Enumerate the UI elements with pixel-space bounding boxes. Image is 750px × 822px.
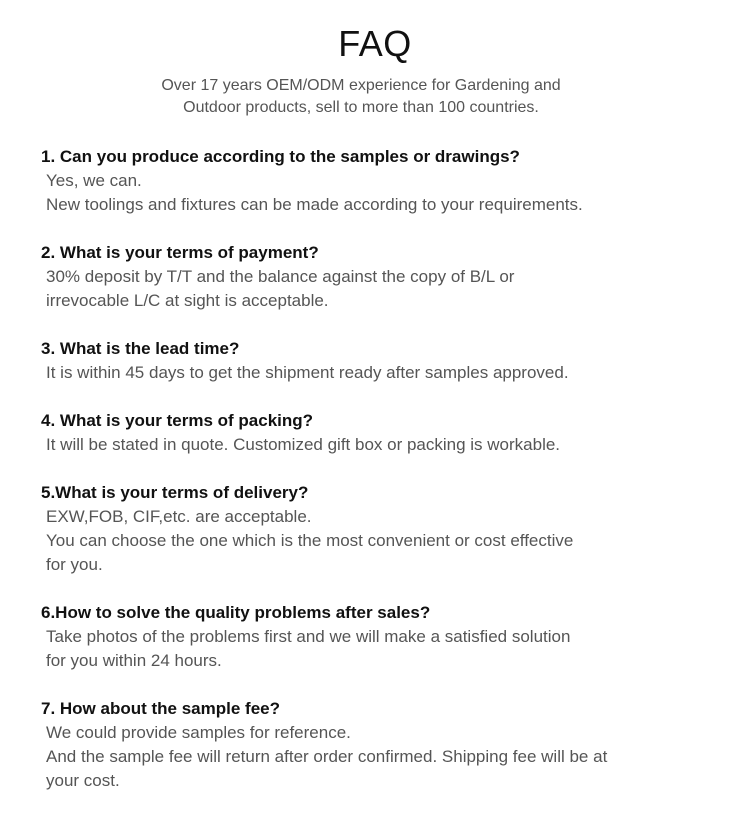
- faq-question: 5.What is your terms of delivery?: [41, 483, 309, 502]
- faq-question: 1. Can you produce according to the samples or drawings?: [41, 147, 520, 166]
- faq-item-4: [41, 409, 701, 457]
- faq-answer-line: EXW,FOB, CIF,etc. are acceptable.: [46, 507, 312, 526]
- faq-answer-line: We could provide samples for reference.: [46, 723, 351, 742]
- faq-answer-line: for you within 24 hours.: [46, 651, 222, 670]
- faq-item-5: [41, 481, 701, 577]
- faq-answer-line: for you.: [46, 555, 103, 574]
- faq-answer-line: irrevocable L/C at sight is acceptable.: [46, 291, 329, 310]
- subtitle-line: Outdoor products, sell to more than 100 countries.: [183, 99, 539, 116]
- faq-item-1: [41, 145, 701, 217]
- page-subtitle: [0, 75, 722, 119]
- subtitle-line: Over 17 years OEM/ODM experience for Gardening and: [161, 77, 561, 94]
- faq-answer-line: It is within 45 days to get the shipment ready after samples approved.: [46, 363, 569, 382]
- faq-item-6: [41, 601, 701, 673]
- faq-answer-line: Take photos of the problems first and we will make a satisfied solution: [46, 627, 571, 646]
- faq-answer-line: New toolings and fixtures can be made according to your requirements.: [46, 195, 583, 214]
- faq-item-3: [41, 337, 701, 385]
- faq-answer-line: your cost.: [46, 771, 120, 790]
- page-title: FAQ: [338, 23, 412, 64]
- faq-answer-line: Yes, we can.: [46, 171, 142, 190]
- faq-answer-line: And the sample fee will return after order confirmed. Shipping fee will be at: [46, 747, 608, 766]
- faq-question: 6.How to solve the quality problems after sales?: [41, 603, 431, 622]
- faq-answer-line: 30% deposit by T/T and the balance against the copy of B/L or: [46, 267, 515, 286]
- faq-item-2: [41, 241, 701, 313]
- faq-question: 7. How about the sample fee?: [41, 699, 280, 718]
- faq-question: 3. What is the lead time?: [41, 339, 240, 358]
- faq-answer-line: You can choose the one which is the most convenient or cost effective: [46, 531, 574, 550]
- faq-answer-line: It will be stated in quote. Customized gift box or packing is workable.: [46, 435, 561, 454]
- faq-question: 2. What is your terms of payment?: [41, 243, 319, 262]
- faq-item-7: [41, 697, 701, 793]
- faq-question: 4. What is your terms of packing?: [41, 411, 314, 430]
